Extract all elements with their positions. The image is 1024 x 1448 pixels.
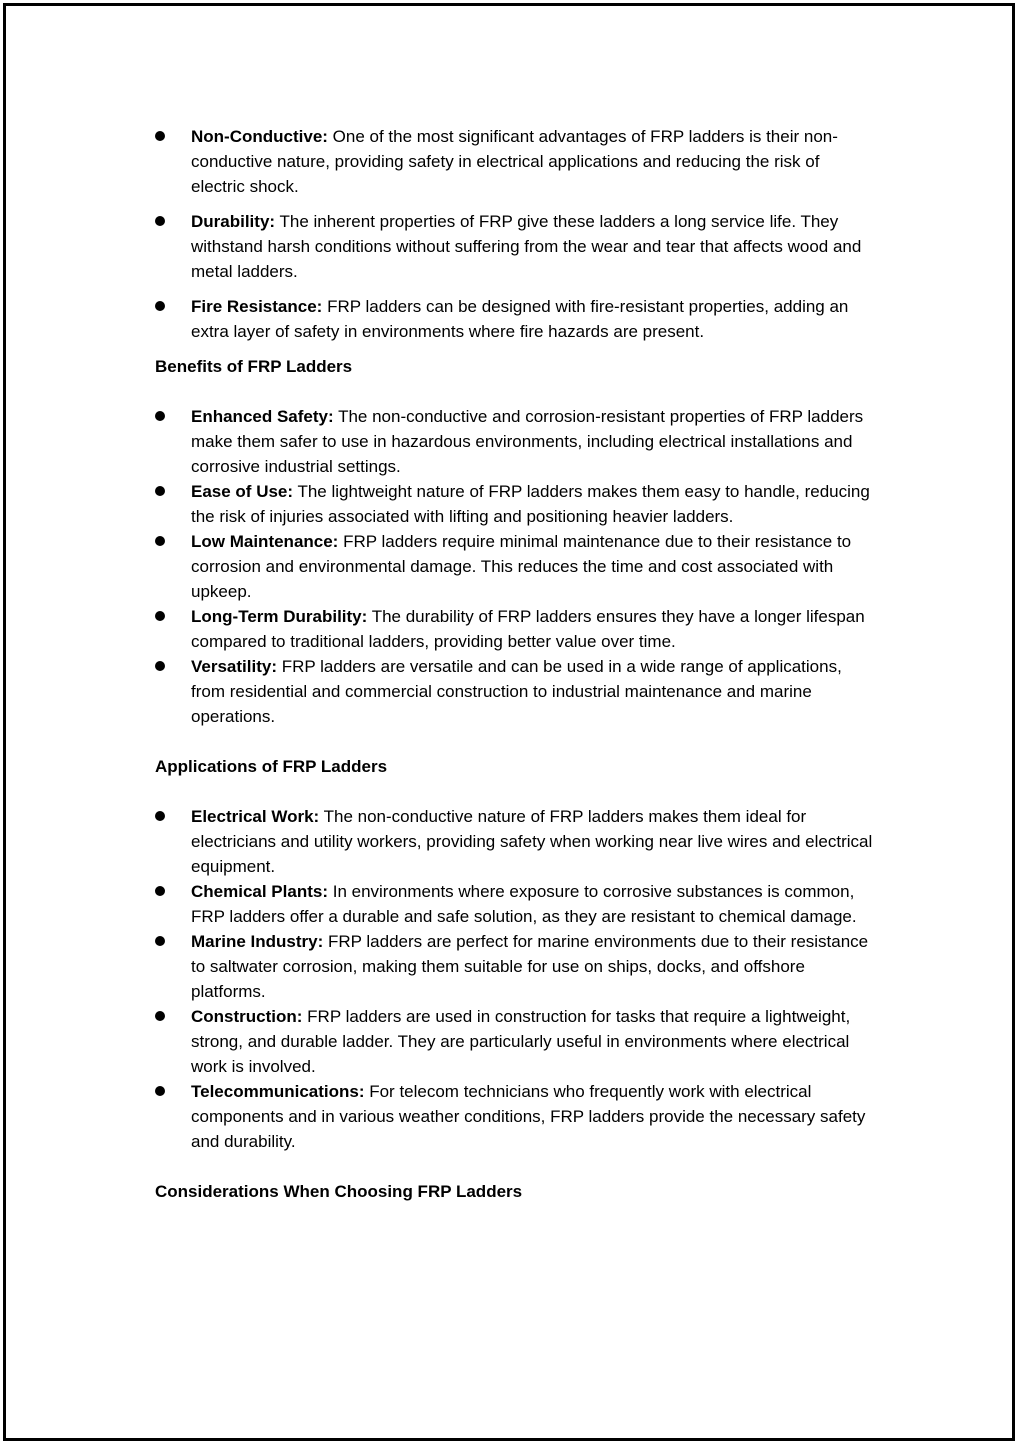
- bullet-icon: [155, 936, 165, 946]
- list-item: [155, 604, 875, 654]
- item-term: Electrical Work:: [191, 807, 320, 826]
- list-item: [155, 879, 875, 929]
- item-text: The non-conductive nature of FRP ladders makes them ideal for electricians and utility workers, providing safety when working near live wires and electrical equipment.: [191, 807, 873, 876]
- item-text: In environments where exposure to corrosive substances is common, FRP ladders offer a durable and safe solution, as they are resistant to chemical damage.: [191, 882, 857, 926]
- item-term: Construction:: [191, 1007, 303, 1026]
- item-term: Marine Industry:: [191, 932, 324, 951]
- bullet-icon: [155, 131, 165, 141]
- item-term: Low Maintenance:: [191, 532, 339, 551]
- item-term: Telecommunications:: [191, 1082, 365, 1101]
- item-text: FRP ladders require minimal maintenance due to their resistance to corrosion and environmental damage. This reduces the time and cost associated with upkeep.: [191, 532, 852, 601]
- bullet-icon: [155, 611, 165, 621]
- applications-list: [155, 804, 875, 1154]
- item-text: The durability of FRP ladders ensures they have a longer lifespan compared to traditional ladders, providing better value over time.: [191, 607, 865, 651]
- features-list: [155, 124, 875, 344]
- item-term: Durability:: [191, 212, 276, 231]
- item-term: Long-Term Durability:: [191, 607, 368, 626]
- item-term: Fire Resistance:: [191, 297, 323, 316]
- item-text: The lightweight nature of FRP ladders makes them easy to handle, reducing the risk of injuries associated with lifting and positioning heavier ladders.: [191, 482, 870, 526]
- bullet-icon: [155, 536, 165, 546]
- item-term: Enhanced Safety:: [191, 407, 334, 426]
- section-heading-benefits: Benefits of FRP Ladders: [155, 357, 353, 376]
- item-term: Ease of Use:: [191, 482, 294, 501]
- item-text: The inherent properties of FRP give these ladders a long service life. They withstand harsh conditions without suffering from the wear and tear that affects wood and metal ladders.: [191, 212, 862, 281]
- item-text: For telecom technicians who frequently work with electrical components and in various weather conditions, FRP ladders provide the necessary safety and durability.: [191, 1082, 866, 1151]
- section-heading-applications: Applications of FRP Ladders: [155, 757, 388, 776]
- list-item: [155, 294, 875, 344]
- list-item: [155, 209, 875, 284]
- bullet-icon: [155, 301, 165, 311]
- list-item: [155, 929, 875, 1004]
- item-text: The non-conductive and corrosion-resistant properties of FRP ladders make them safer to use in hazardous environments, including electrical installations and corrosive industrial settings.: [191, 407, 864, 476]
- bullet-icon: [155, 486, 165, 496]
- list-item: [155, 804, 875, 879]
- bullet-icon: [155, 661, 165, 671]
- item-text: FRP ladders are perfect for marine environments due to their resistance to saltwater corrosion, making them suitable for use on ships, docks, and offshore platforms.: [191, 932, 869, 1001]
- bullet-icon: [155, 886, 165, 896]
- document-body: [155, 124, 875, 1204]
- bullet-icon: [155, 216, 165, 226]
- bullet-icon: [155, 1086, 165, 1096]
- section-heading-considerations: Considerations When Choosing FRP Ladders: [155, 1182, 523, 1201]
- item-term: Chemical Plants:: [191, 882, 328, 901]
- item-text: FRP ladders are used in construction for tasks that require a lightweight, strong, and durable ladder. They are particularly useful in environments where electrical work is involved.: [191, 1007, 851, 1076]
- list-item: [155, 1079, 875, 1154]
- list-item: [155, 404, 875, 479]
- list-item: [155, 1004, 875, 1079]
- item-text: FRP ladders are versatile and can be used in a wide range of applications, from residential and commercial construction to industrial maintenance and marine operations.: [191, 657, 842, 726]
- list-item: [155, 529, 875, 604]
- list-item: [155, 124, 875, 199]
- item-term: Versatility:: [191, 657, 277, 676]
- item-text: FRP ladders can be designed with fire-resistant properties, adding an extra layer of safety in environments where fire hazards are present.: [191, 297, 849, 341]
- item-text: One of the most significant advantages of FRP ladders is their non-conductive nature, providing safety in electrical applications and reducing the risk of electric shock.: [191, 127, 838, 196]
- list-item: [155, 479, 875, 529]
- benefits-list: [155, 404, 875, 729]
- item-term: Non-Conductive:: [191, 127, 328, 146]
- bullet-icon: [155, 811, 165, 821]
- bullet-icon: [155, 411, 165, 421]
- list-item: [155, 654, 875, 729]
- bullet-icon: [155, 1011, 165, 1021]
